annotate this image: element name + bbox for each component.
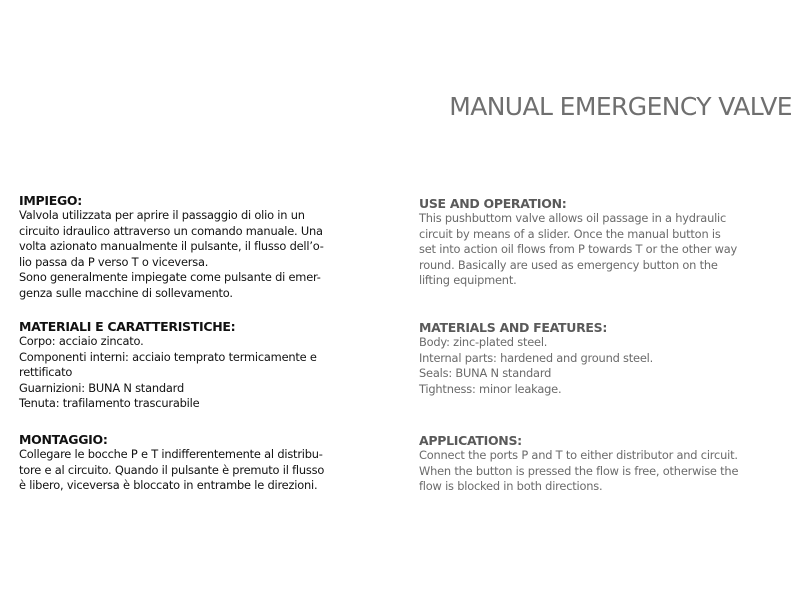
section-applications bbox=[419, 433, 769, 495]
section-montaggio bbox=[19, 432, 364, 494]
section-materials-and-features bbox=[419, 320, 769, 397]
section-heading-montaggio: MONTAGGIO: bbox=[19, 432, 108, 447]
section-heading-use-and-operation: USE AND OPERATION: bbox=[419, 196, 567, 211]
section-text-materiali: Corpo: acciaio zincato. Componenti interni: acciaio temprato termicamente e rettificato Guarnizioni: BUNA N standard Tenuta: trafilamento trascurabile bbox=[19, 334, 317, 410]
section-use-and-operation bbox=[419, 196, 769, 289]
page-title: MANUAL EMERGENCY VALVE bbox=[449, 92, 792, 121]
section-text-impiego: Valvola utilizzata per aprire il passaggio di olio in un circuito idraulico attraverso un comando manuale. Una volta azionato manualmente il pulsante, il flusso dell’o- lio passa da P verso T o viceversa. Sono generalmente impiegate come pulsante di emer- genza sulle macchine di sollevamento. bbox=[19, 208, 324, 300]
section-impiego bbox=[19, 193, 364, 301]
section-text-materials-and-features: Body: zinc-plated steel. Internal parts: hardened and ground steel. Seals: BUNA N standard Tightness: minor leakage. bbox=[419, 335, 654, 396]
section-heading-materiali: MATERIALI E CARATTERISTICHE: bbox=[19, 319, 236, 334]
section-materiali bbox=[19, 319, 364, 412]
section-heading-materials-and-features: MATERIALS AND FEATURES: bbox=[419, 320, 608, 335]
section-heading-impiego: IMPIEGO: bbox=[19, 193, 82, 208]
section-heading-applications: APPLICATIONS: bbox=[419, 433, 522, 448]
section-text-use-and-operation: This pushbuttom valve allows oil passage in a hydraulic circuit by means of a slider. Once the manual button is set into action oil flows from P towards T or the other way round. Basically are used as emergency button on the lifting equipment. bbox=[419, 211, 738, 287]
section-text-applications: Connect the ports P and T to either distributor and circuit. When the button is pressed the flow is free, otherwise the flow is blocked in both directions. bbox=[419, 448, 739, 493]
section-text-montaggio: Collegare le bocche P e T indifferentemente al distribu- tore e al circuito. Quando il pulsante è premuto il flusso è libero, viceversa è bloccato in entrambe le direzioni. bbox=[19, 447, 325, 492]
